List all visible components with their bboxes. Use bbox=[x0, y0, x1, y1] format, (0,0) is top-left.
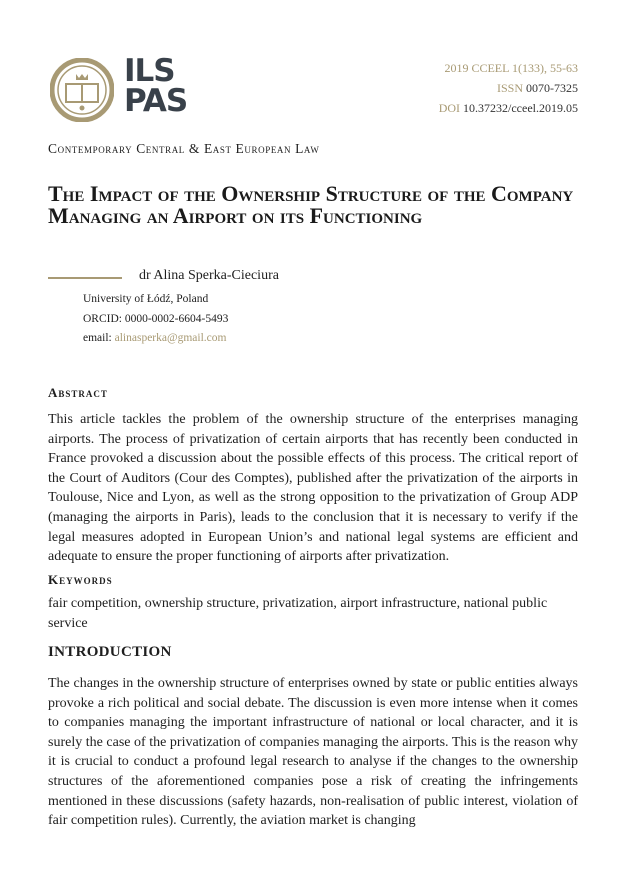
author-details bbox=[83, 290, 228, 349]
keywords-text: fair competition, ownership structure, privatization, airport infrastructure, national public service bbox=[48, 596, 548, 631]
introduction-text: The changes in the ownership structure of enterprises owned by state or public entities always provoke a rich political and social debate. The discussion is even more intense when it comes to companies managing the important infrastructure of national or local character, and it is surely the case of the privatization of companies managing the airports. This is the reason why it is crucial to conduct a profound legal research to analyse if the changes to the ownership structures of the aforementioned companies pose a risk of creating the infringements mentioned in these discussions (safety hazards, non-realisation of public interest, violation of fair competition rules). Currently, the aviation market is changing bbox=[48, 676, 578, 829]
ils-pas-logo-text: ILS PAS bbox=[124, 53, 188, 119]
ils-pas-seal-logo bbox=[50, 58, 114, 122]
email-label: email: bbox=[83, 332, 112, 344]
abstract-text: This article tackles the problem of the ownership structure of the enterprises managing airports. The process of privatization of certain airports that has recently been conducted in France provoked a discussion about the possible effects of this process. The critical report of the Court of Auditors (Cour des Comptes), published after the privatization of the airports in Toulouse, Nice and Lyon, as well as the strong opposition to the privatization of Group ADP (managing the airports in Paris), leads to the conclusion that it is necessary to verify if the legal measures adopted in European Union’s and national legal systems are efficient and adequate to ensure the proper functioning of airports after privatization. bbox=[48, 412, 578, 565]
email-link[interactable]: alinasperka@gmail.com bbox=[114, 332, 227, 344]
author-rule bbox=[48, 277, 122, 279]
issn: 0070-7325 bbox=[526, 81, 578, 95]
abstract-heading: Abstract bbox=[48, 385, 108, 400]
introduction-heading: INTRODUCTION bbox=[48, 644, 172, 660]
orcid: ORCID: 0000-0002-6604-5493 bbox=[83, 312, 229, 325]
affiliation: University of Łódź, Poland bbox=[83, 293, 209, 305]
citation: 2019 CCEEL 1(133), 55-63 bbox=[444, 61, 578, 75]
citation-block bbox=[439, 58, 578, 118]
issn-label: ISSN bbox=[496, 81, 523, 95]
author-name: dr Alina Sperka-Cieciura bbox=[139, 268, 279, 283]
journal-name: Contemporary Central & East European Law bbox=[48, 141, 320, 156]
doi[interactable]: 10.37232/cceel.2019.05 bbox=[463, 101, 578, 115]
doi-label: DOI bbox=[438, 101, 461, 115]
article-title: The Impact of the Ownership Structure of the Company Managing an Airport on its Functioning bbox=[48, 181, 574, 228]
keywords-heading: Keywords bbox=[48, 572, 113, 587]
